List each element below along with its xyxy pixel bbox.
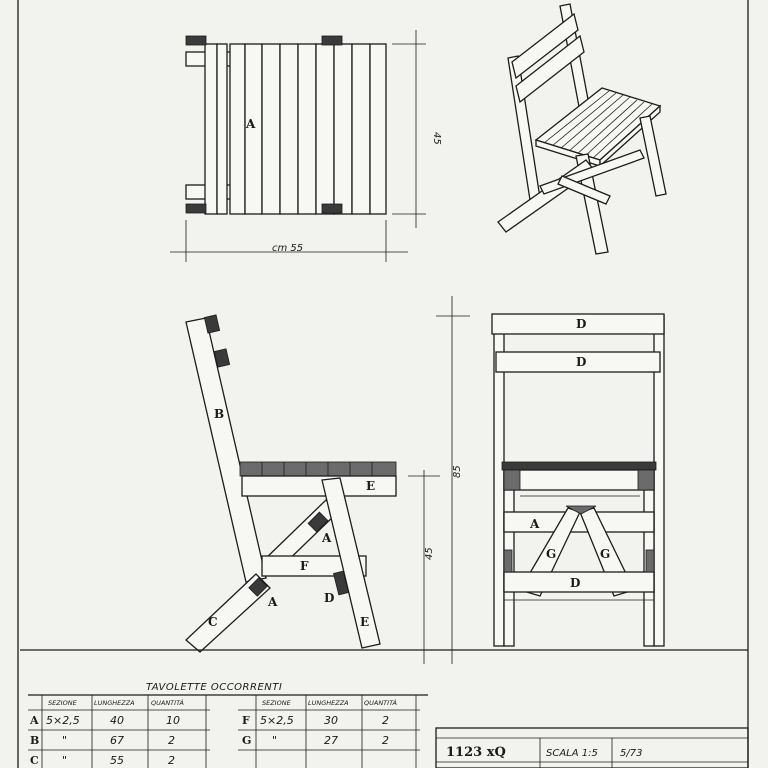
side-view-label-f: F <box>300 559 309 573</box>
side-view-seat <box>240 462 396 476</box>
front-view-label-g-right: G <box>600 547 611 561</box>
title-block-scale: SCALA 1:5 <box>546 748 598 759</box>
front-view <box>492 314 664 646</box>
title-block <box>436 728 748 768</box>
table-header-length: LUNGHEZZA <box>308 699 349 707</box>
top-view-leg-block <box>322 204 342 213</box>
table-cell-length: 55 <box>110 754 124 767</box>
table-cell-length: 40 <box>110 714 124 727</box>
table-row-key: A <box>30 714 39 727</box>
top-view-width-label: cm 55 <box>272 243 304 254</box>
top-view-slat <box>230 44 245 214</box>
table-row-key: B <box>30 734 40 747</box>
front-view-label-d-low: D <box>570 576 581 590</box>
top-view-leg-block <box>186 204 206 213</box>
parts-table-caption: TAVOLETTE OCCORRENTI <box>146 682 283 693</box>
table-cell-qty: 2 <box>382 714 389 727</box>
side-view-label-e-low: E <box>360 615 370 629</box>
table-cell-qty: 2 <box>168 754 175 767</box>
table-cell-section: 5×2,5 <box>260 714 294 727</box>
table-cell-section: 5×2,5 <box>46 714 80 727</box>
perspective-front-leg <box>640 116 666 196</box>
total-height-label: 85 <box>452 465 463 478</box>
front-view-label-a: A <box>530 517 540 531</box>
top-view-leg-block <box>322 36 342 45</box>
top-view-depth-label: 45 <box>431 132 442 145</box>
side-view-label-c: C <box>208 615 218 629</box>
front-view-label-d-top: D <box>576 317 587 331</box>
title-block-sheet: 5/73 <box>620 748 643 759</box>
top-view-slat <box>370 44 386 214</box>
table-cell-section: " <box>272 734 278 747</box>
table-cell-section: " <box>62 734 68 747</box>
front-view-seat-front <box>504 470 654 490</box>
top-view-slat <box>298 44 316 214</box>
top-view-slat <box>352 44 370 214</box>
table-header-section: SEZIONE <box>48 699 77 707</box>
table-cell-section: " <box>62 754 68 767</box>
table-header-length: LUNGHEZZA <box>94 699 135 707</box>
perspective-view <box>498 4 666 254</box>
side-view-label-d: D <box>324 591 335 605</box>
table-header-section: SEZIONE <box>262 699 291 707</box>
top-view-label-a: A <box>246 117 256 131</box>
top-view-leg-block <box>186 36 206 45</box>
table-header-quantity: QUANTITÀ <box>151 699 184 707</box>
title-block-code: 1123 xQ <box>446 745 506 760</box>
table-row-key: F <box>242 714 250 727</box>
table-cell-length: 27 <box>324 734 338 747</box>
perspective-cross-leg <box>498 160 594 232</box>
side-view-label-a-mid: A <box>322 531 332 545</box>
top-view-slat <box>262 44 280 214</box>
table-cell-qty: 10 <box>166 714 180 727</box>
seat-height-label: 45 <box>424 547 435 560</box>
top-view <box>170 30 442 262</box>
side-view <box>186 315 396 652</box>
top-view-rail-1 <box>205 44 217 214</box>
front-view-side-block <box>646 550 654 572</box>
table-cell-qty: 2 <box>168 734 175 747</box>
front-view-side-block <box>504 550 512 572</box>
table-cell-length: 67 <box>110 734 124 747</box>
front-view-seat-block <box>504 470 520 490</box>
table-row-key: G <box>242 734 252 747</box>
front-view-label-d-second: D <box>576 355 587 369</box>
table-header-quantity: QUANTITÀ <box>364 699 397 707</box>
front-view-seat-block <box>638 470 654 490</box>
front-view-label-g-left: G <box>546 547 557 561</box>
table-row-key: C <box>30 754 39 767</box>
top-view-slat <box>280 44 298 214</box>
side-view-label-e-top: E <box>366 479 376 493</box>
top-view-slat <box>316 44 334 214</box>
table-cell-qty: 2 <box>382 734 389 747</box>
side-view-label-a-low: A <box>268 595 278 609</box>
top-view-slat <box>334 44 352 214</box>
height-dimensions <box>408 296 470 664</box>
front-view-seat-edge <box>502 462 656 470</box>
side-view-label-b: B <box>214 407 225 421</box>
table-cell-length: 30 <box>324 714 338 727</box>
top-view-rail-2 <box>217 44 227 214</box>
parts-table <box>28 682 428 768</box>
